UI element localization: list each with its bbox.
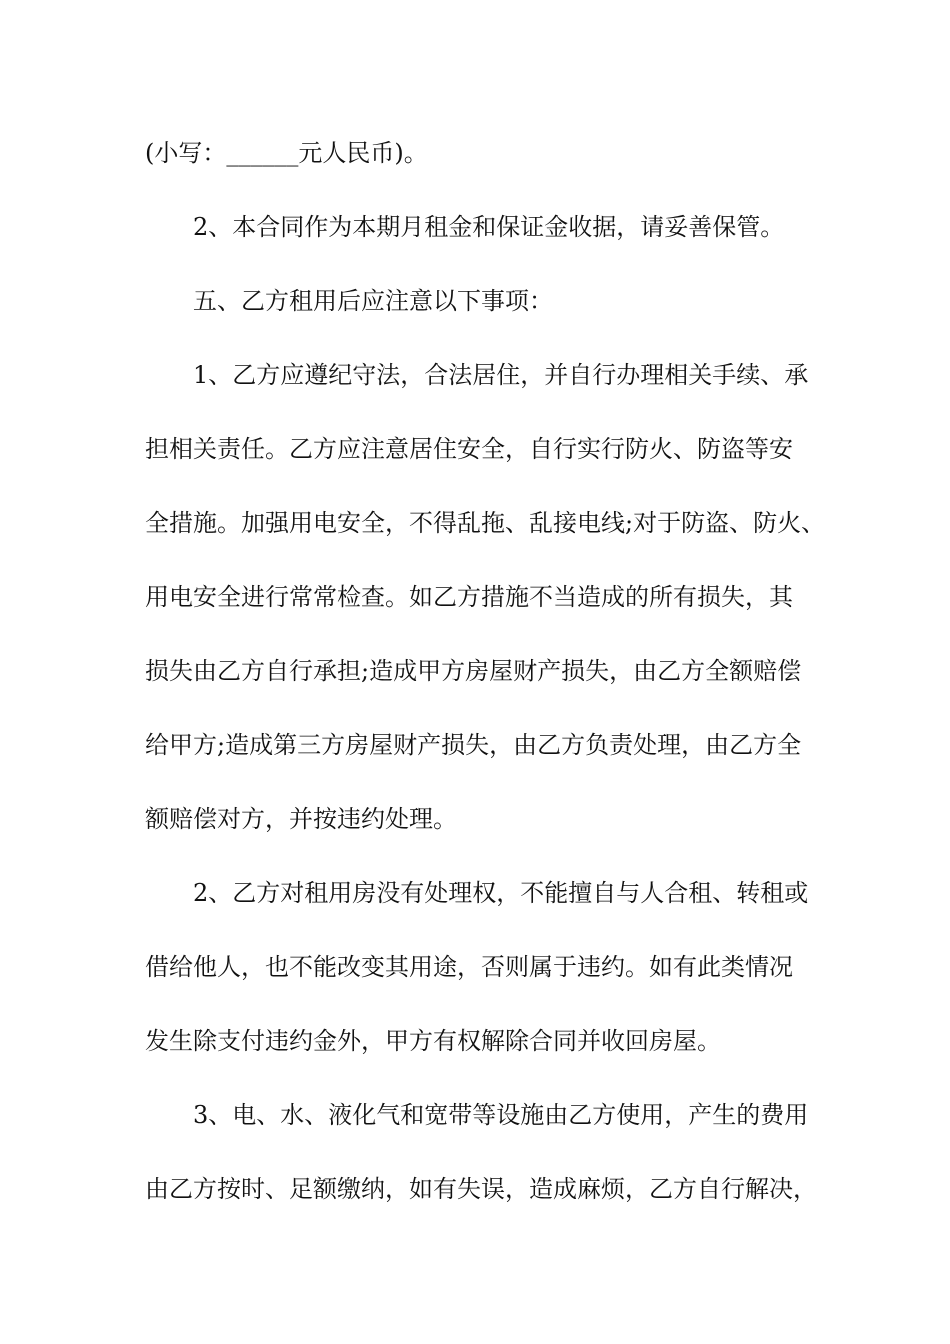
- text-line-clause-1-a: 1、乙方应遵纪守法，合法居住，并自行办理相关手续、承: [193, 361, 809, 389]
- text-line-receipt-note: 2、本合同作为本期月租金和保证金收据，请妥善保管。: [193, 213, 785, 241]
- text-line-clause-1-c: 全措施。加强用电安全，不得乱拖、乱接电线;对于防盗、防火、: [145, 509, 826, 537]
- text-line-clause-1-e: 损失由乙方自行承担;造成甲方房屋财产损失，由乙方全额赔偿: [145, 657, 802, 685]
- text-line-clause-2-c: 发生除支付违约金外，甲方有权解除合同并收回房屋。: [145, 1027, 721, 1055]
- text-line-clause-2-b: 借给他人，也不能改变其用途，否则属于违约。如有此类情况: [145, 953, 793, 981]
- text-line-clause-3-a: 3、电、水、液化气和宽带等设施由乙方使用，产生的费用: [193, 1101, 809, 1129]
- text-line-clause-1-b: 担相关责任。乙方应注意居住安全，自行实行防火、防盗等安: [145, 435, 793, 463]
- text-line-clause-1-f: 给甲方;造成第三方房屋财产损失，由乙方负责处理，由乙方全: [145, 731, 802, 759]
- text-line-clause-2-a: 2、乙方对租用房没有处理权，不能擅自与人合租、转租或: [193, 879, 809, 907]
- text-line-clause-1-g: 额赔偿对方，并按违约处理。: [145, 805, 457, 833]
- text-line-clause-1-d: 用电安全进行常常检查。如乙方措施不当造成的所有损失，其: [145, 583, 793, 611]
- section-heading-five: 五、乙方租用后应注意以下事项：: [193, 287, 553, 315]
- text-line-amount-lowercase: (小写：______元人民币)。: [145, 139, 428, 167]
- text-line-clause-3-b: 由乙方按时、足额缴纳，如有失误，造成麻烦，乙方自行解决，: [145, 1175, 817, 1203]
